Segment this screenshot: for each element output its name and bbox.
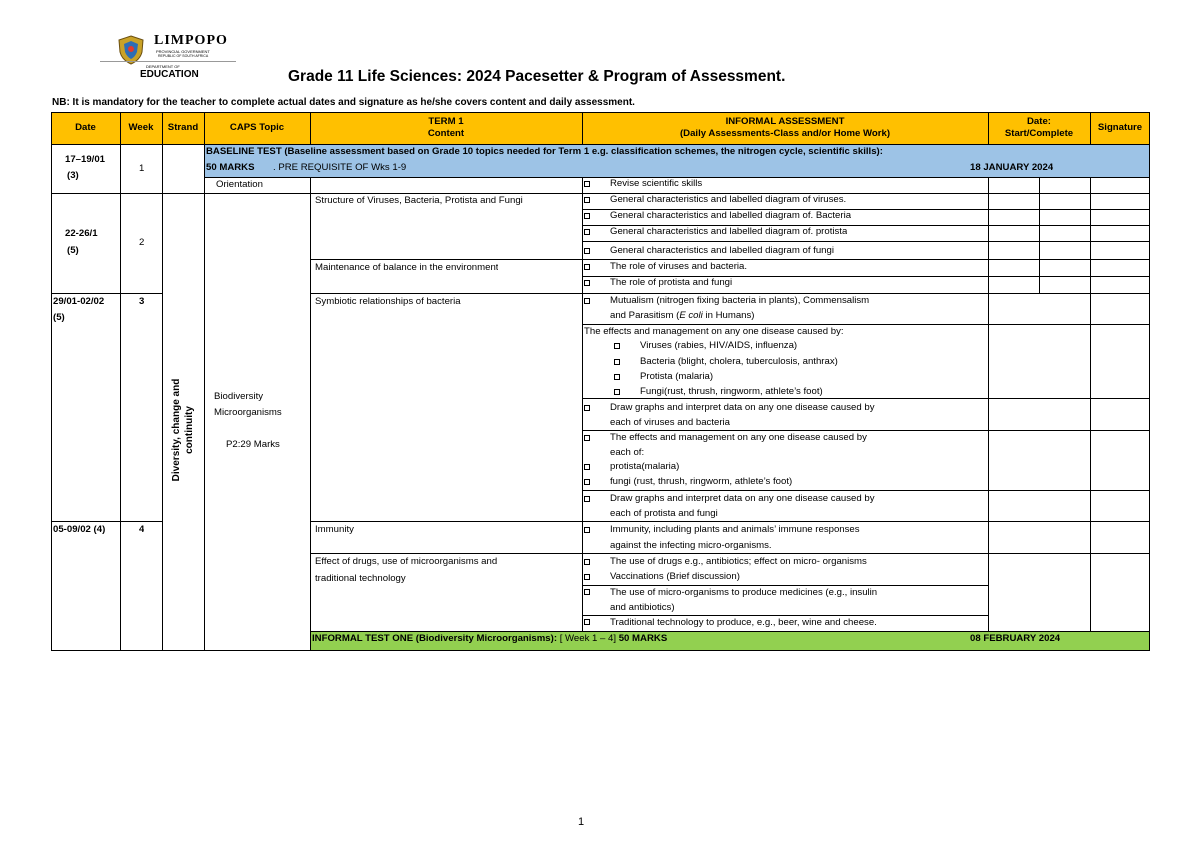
assessment-item: General characteristics and labelled diagram of fungi (610, 245, 834, 256)
assessment-item: each of protista and fungi (610, 508, 718, 519)
assessment-item: General characteristics and labelled diagram of viruses. (610, 194, 847, 205)
bullet-icon (584, 479, 590, 485)
bullet-icon (584, 298, 590, 304)
assessment-item: and antibiotics) (610, 602, 675, 613)
assessment-item: Vaccinations (Brief discussion) (610, 571, 740, 582)
assessment-subitem: Bacteria (blight, cholera, tuberculosis, anthrax) (640, 356, 838, 367)
row4-week: 4 (139, 524, 145, 535)
strand-label: Diversity, change and continuity (171, 378, 195, 482)
logo-dept-small: DEPARTMENT OF (146, 64, 180, 69)
bullet-icon (584, 248, 590, 254)
limpopo-education-logo (98, 30, 238, 82)
bullet-icon (584, 264, 590, 270)
bullet-icon (614, 359, 620, 365)
row3-days: (5) (53, 312, 65, 323)
header-caps-topic: CAPS Topic (204, 112, 310, 144)
baseline-date: 18 JANUARY 2024 (970, 162, 1054, 173)
logo-sub2: REPUBLIC OF SOUTH AFRICA (158, 54, 209, 58)
assessment-item: fungi (rust, thrush, ringworm, athlete’s foot) (610, 476, 793, 487)
content-immunity: Immunity (315, 524, 354, 535)
assessment-item: The use of micro-organisms to produce medicines (e.g., insulin (610, 587, 878, 598)
content-drugs-line2: traditional technology (315, 573, 406, 584)
assessment-item: Revise scientific skills (610, 178, 703, 189)
header-informal-assessment: INFORMAL ASSESSMENT (Daily Assessments-Class and/or Home Work) (582, 112, 988, 144)
assessment-item: each of viruses and bacteria (610, 417, 730, 428)
bullet-icon (584, 464, 590, 470)
bullet-icon (584, 574, 590, 580)
row1-week: 1 (139, 163, 145, 174)
assessment-item: The use of drugs e.g., antibiotics; effect on micro- organisms (610, 556, 867, 567)
row3-date: 29/01-02/02 (53, 296, 105, 307)
header-date-start-complete: Date: Start/Complete (988, 112, 1090, 144)
bullet-icon (584, 405, 590, 411)
assessment-item: protista(malaria) (610, 461, 680, 472)
assessment-item: against the infecting micro-organisms. (610, 540, 772, 551)
page-number: 1 (578, 816, 585, 828)
baseline-prerequisite: . PRE REQUISITE OF Wks 1-9 (273, 162, 407, 173)
assessment-item: Immunity, including plants and animals’ immune responses (610, 524, 860, 535)
assessment-item: Draw graphs and interpret data on any one disease caused by (610, 493, 875, 504)
content-structure: Structure of Viruses, Bacteria, Protista and Fungi (315, 195, 523, 206)
row2-date: 22-26/1 (65, 228, 98, 239)
header-term-content: TERM 1 Content (310, 112, 582, 144)
header-week: Week (120, 112, 162, 144)
assessment-subitem: Fungi(rust, thrush, ringworm, athlete’s foot) (640, 386, 823, 397)
logo-sub1: PROVINCIAL GOVERNMENT (156, 49, 210, 54)
content-symbiotic: Symbiotic relationships of bacteria (315, 296, 461, 307)
logo-main: LIMPOPO (154, 33, 228, 48)
logo-divider (100, 61, 236, 62)
bullet-icon (584, 181, 590, 187)
bullet-icon (584, 527, 590, 533)
assessment-item: Mutualism (nitrogen fixing bacteria in plants), Commensalism (610, 295, 870, 306)
orientation-label: Orientation (216, 179, 263, 190)
baseline-marks: 50 MARKS (206, 162, 255, 173)
header-date: Date (51, 112, 120, 144)
mandatory-note: NB: It is mandatory for the teacher to complete actual dates and signature as he/she covers content and daily assessment. (52, 97, 635, 108)
bullet-icon (614, 343, 620, 349)
header-strand: Strand (162, 112, 204, 144)
assessment-subitem: Protista (malaria) (640, 371, 714, 382)
assessment-item: General characteristics and labelled diagram of. protista (610, 226, 848, 237)
assessment-item: The role of protista and fungi (610, 277, 733, 288)
content-maintenance: Maintenance of balance in the environment (315, 262, 499, 273)
bullet-icon (614, 374, 620, 380)
informal-test-label: INFORMAL TEST ONE (Biodiversity Microorganisms): [ Week 1 – 4] 50 MARKS (312, 633, 668, 644)
bullet-icon (584, 619, 590, 625)
assessment-item: each of: (610, 447, 645, 458)
assessment-item: and Parasitism (E coli in Humans) (610, 310, 755, 321)
caps-topic-line1: Biodiversity (214, 391, 264, 402)
logo-dept: EDUCATION (140, 69, 199, 80)
assessment-item: Draw graphs and interpret data on any one disease caused by (610, 402, 875, 413)
bullet-icon (584, 213, 590, 219)
assessment-item: The role of viruses and bacteria. (610, 261, 748, 272)
informal-test-date: 08 FEBRUARY 2024 (970, 633, 1061, 644)
assessment-item: The effects and management on any one disease caused by: (584, 326, 844, 337)
assessment-item: Traditional technology to produce, e.g., beer, wine and cheese. (610, 617, 877, 628)
page-title: Grade 11 Life Sciences: 2024 Pacesetter & Program of Assessment. (288, 68, 786, 85)
bullet-icon (584, 280, 590, 286)
caps-topic-line2: Microorganisms (214, 407, 282, 418)
row1-date: 17–19/01 (65, 154, 106, 165)
row3-week: 3 (139, 296, 145, 307)
assessment-item: General characteristics and labelled diagram of. Bacteria (610, 210, 852, 221)
assessment-subitem: Viruses (rabies, HIV/AIDS, influenza) (640, 340, 798, 351)
bullet-icon (584, 496, 590, 502)
row1-days: (3) (67, 170, 79, 181)
bullet-icon (584, 589, 590, 595)
pacesetter-table (51, 112, 1150, 651)
bullet-icon (584, 197, 590, 203)
bullet-icon (614, 389, 620, 395)
bullet-icon (584, 559, 590, 565)
bullet-icon (584, 229, 590, 235)
row2-week: 2 (139, 237, 145, 248)
caps-topic-marks: P2:29 Marks (226, 439, 280, 450)
bullet-icon (584, 435, 590, 441)
content-drugs-line1: Effect of drugs, use of microorganisms and (315, 556, 498, 567)
assessment-item: The effects and management on any one disease caused by (610, 432, 867, 443)
row2-days: (5) (67, 245, 79, 256)
baseline-test-title: BASELINE TEST (Baseline assessment based on Grade 10 topics needed for Term 1 e.g. classification schemes, the nitrogen cycle, scientific skills): (206, 146, 883, 157)
header-signature: Signature (1090, 112, 1150, 144)
row4-date: 05-09/02 (4) (53, 524, 106, 535)
